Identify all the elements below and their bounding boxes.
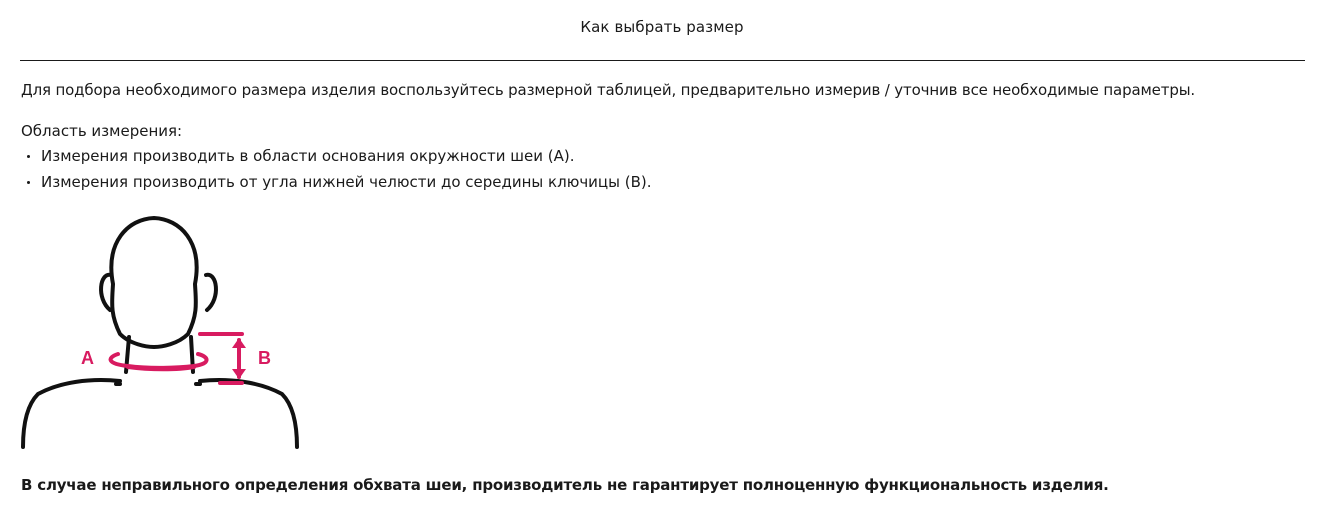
title-divider <box>20 60 1305 61</box>
list-item <box>21 172 652 198</box>
neck-measurement-illustration <box>20 214 302 452</box>
label-a: A <box>81 348 94 368</box>
intro-text: Для подбора необходимого размера изделия воспользуйтесь размерной таблицей, предварительно измерив / уточнив все необходимые параметры. <box>21 81 1196 99</box>
size-guide-title: Как выбрать размер <box>580 18 744 36</box>
shoulders-outline-icon <box>23 380 297 447</box>
measurement-area-heading: Область измерения: <box>21 122 183 140</box>
measurement-instructions-list <box>21 146 652 198</box>
label-b: B <box>258 348 271 368</box>
bullet-dot-icon <box>27 155 30 158</box>
bullet-dot-icon <box>27 181 30 184</box>
warning-text: В случае неправильного определения обхвата шеи, производитель не гарантирует полноценную функциональность изделия. <box>21 476 1109 494</box>
list-item-text: Измерения производить от угла нижней челюсти до середины ключицы (В). <box>41 173 652 191</box>
list-item-text: Измерения производить в области основания окружности шеи (А). <box>41 147 575 165</box>
list-item <box>21 146 652 172</box>
head-outline-icon <box>101 218 216 372</box>
